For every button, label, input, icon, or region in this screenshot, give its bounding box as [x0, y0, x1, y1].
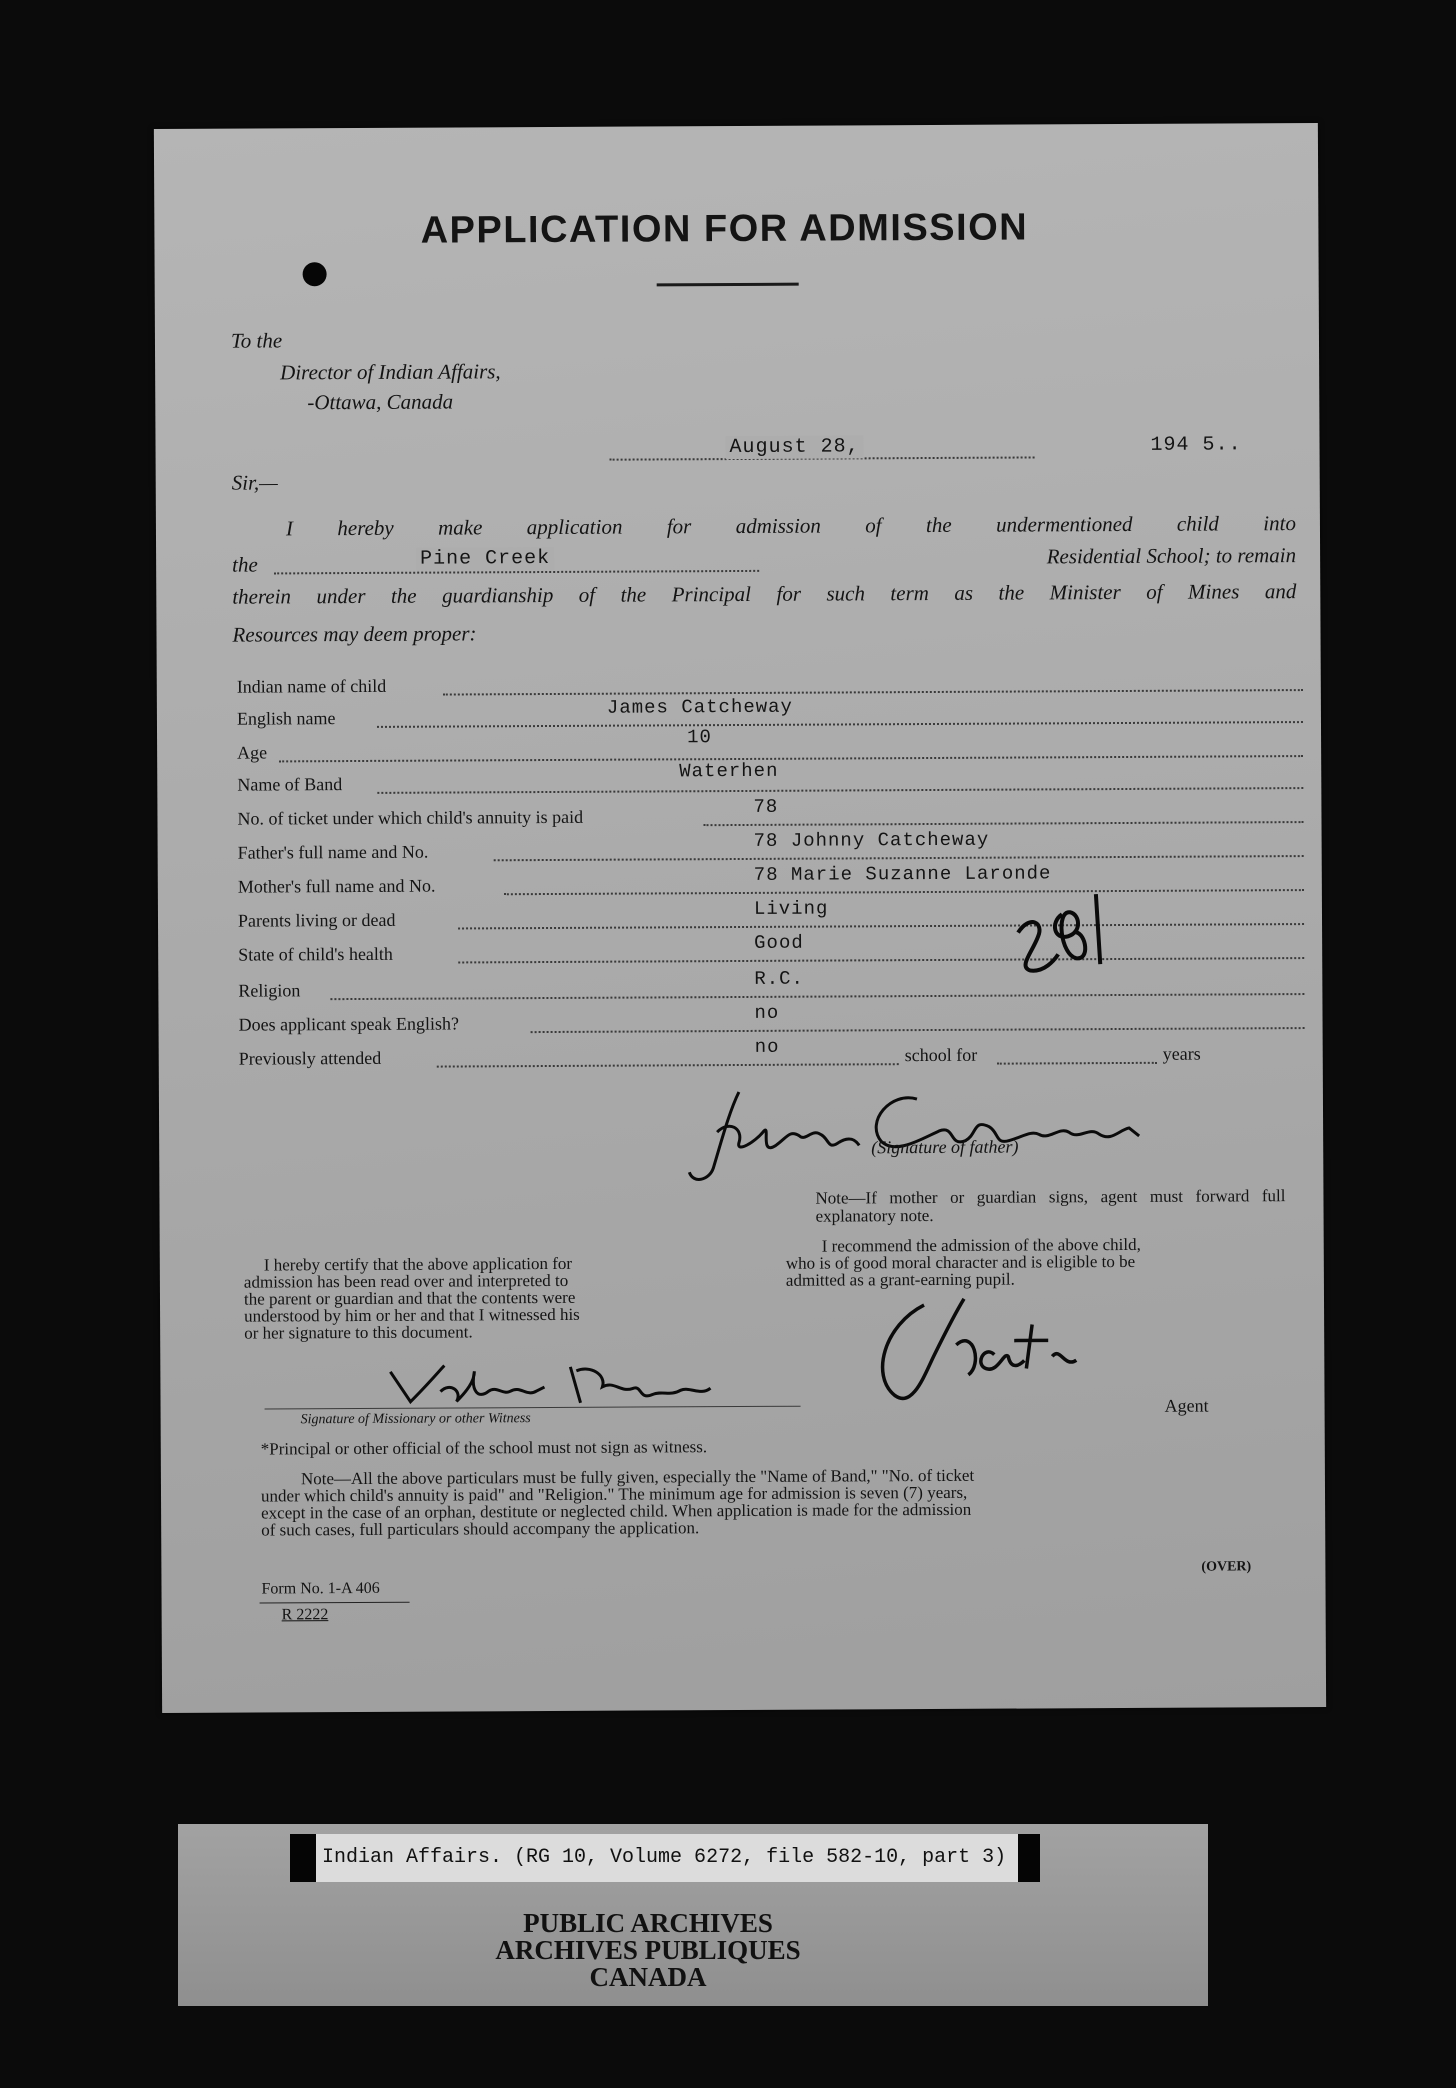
archive-strip — [178, 1824, 1208, 2006]
addressee-line1: To the — [230, 328, 283, 353]
application-form — [154, 123, 1326, 1713]
field-value-health: Good — [754, 931, 804, 954]
field-value-age: 10 — [686, 726, 712, 749]
field-dots — [504, 889, 1304, 895]
over-label: (OVER) — [1201, 1559, 1252, 1575]
field-value-previously: no — [754, 1035, 780, 1058]
date-year: 194 5.. — [1150, 433, 1242, 457]
field-dots — [704, 821, 1304, 826]
father-signature — [659, 1069, 1300, 1192]
field-dots — [443, 689, 1303, 696]
certify-line: understood by him or her and that I witnessed his — [244, 1304, 580, 1326]
field-dots — [377, 787, 1303, 794]
note-mother: Note—If mother or guardian signs, agent must forward full explanatory note. — [815, 1186, 1286, 1226]
field-value-band: Waterhen — [679, 759, 779, 783]
form-number: Form No. 1-A 406 — [261, 1579, 380, 1598]
body-line4: Resources may deem proper: — [232, 621, 477, 647]
final-note-line: of such cases, full particulars should accompany the application. — [261, 1518, 700, 1540]
field-dots — [458, 923, 1304, 929]
field-label-ticket: No. of ticket under which child's annuity is paid — [237, 806, 584, 829]
years-label: years — [1162, 1043, 1201, 1064]
form-ref: R 2222 — [281, 1606, 329, 1624]
field-label-parents: Parents living or dead — [237, 909, 396, 931]
certify-line: or her signature to this document. — [244, 1322, 473, 1343]
field-dots — [458, 957, 1304, 963]
salutation: Sir,— — [231, 470, 278, 495]
field-label-mother: Mother's full name and No. — [237, 875, 436, 897]
field-value-father: 78 Johnny Catcheway — [753, 828, 990, 852]
field-label-health: State of child's health — [238, 943, 393, 965]
body-line3: therein under the guardianship of the Principal for such term as the Minister of Mines and — [232, 579, 1297, 609]
agent-caption: Agent — [1164, 1395, 1209, 1416]
field-dots — [997, 1062, 1157, 1065]
title-rule — [657, 283, 799, 287]
school-name: Pine Creek — [416, 547, 554, 571]
witness-signature-caption: Signature of Missionary or other Witness — [300, 1411, 531, 1428]
field-value-ticket: 78 — [753, 795, 779, 818]
recommend-line: admitted as a grant-earning pupil. — [785, 1269, 1015, 1290]
field-value-parents: Living — [753, 897, 829, 920]
field-dots — [330, 993, 1304, 1000]
ink-blot — [303, 262, 327, 286]
field-label-age: Age — [237, 742, 268, 763]
school-dots — [274, 570, 759, 575]
field-value-english: no — [754, 1001, 780, 1024]
field-label-indian-name: Indian name of child — [236, 675, 387, 697]
form-number-rule — [260, 1602, 410, 1604]
archive-stamp-line: ARCHIVES PUBLIQUES — [495, 1935, 801, 1965]
field-label-previously: Previously attended — [238, 1047, 382, 1069]
body-the: the — [232, 552, 258, 577]
school-for-label: school for — [904, 1044, 978, 1066]
certify-line: the parent or guardian and that the contents were — [243, 1287, 576, 1309]
field-dots — [377, 721, 1303, 728]
field-dots — [279, 755, 1303, 762]
recommend-line: I recommend the admission of the above child, — [821, 1234, 1141, 1256]
archive-reference: Indian Affairs. (RG 10, Volume 6272, file 582-10, part 3) — [290, 1834, 1040, 1882]
certify-line: I hereby certify that the above application for — [263, 1253, 573, 1275]
field-label-band: Name of Band — [237, 774, 343, 795]
field-dots — [437, 1063, 899, 1067]
field-label-religion: Religion — [238, 980, 301, 1001]
body-line1: I hereby make application for admission of the undermentioned child into — [285, 511, 1297, 541]
recommend-line: who is of good moral character and is eligible to be — [785, 1251, 1136, 1273]
field-value-mother: 78 Marie Suzanne Laronde — [753, 862, 1052, 886]
body-line2-end: Residential School; to remain — [1046, 543, 1297, 569]
certify-paragraph — [244, 1255, 580, 1342]
field-value-religion: R.C. — [754, 967, 804, 990]
field-dots — [531, 1027, 1305, 1033]
field-value-english-name: James Catcheway — [606, 695, 793, 719]
agent-signature — [864, 1284, 1125, 1425]
margin-handwritten-mark — [1010, 874, 1111, 995]
field-label-father: Father's full name and No. — [237, 841, 429, 863]
final-note-line: Note—All the above particulars must be fully given, especially the "Name of Band," "No. of ticket — [300, 1465, 975, 1489]
principal-note: *Principal or other official of the school must not sign as witness. — [260, 1437, 708, 1459]
addressee-line3: -Ottawa, Canada — [307, 389, 454, 415]
archive-stamp — [408, 1910, 888, 1991]
addressee-line2: Director of Indian Affairs, — [280, 359, 501, 385]
field-label-english: Does applicant speak English? — [238, 1013, 460, 1035]
archive-stamp-line: PUBLIC ARCHIVES — [523, 1908, 773, 1938]
final-note-line: under which child's annuity is paid" and "Religion." The minimum age for admission is seven (7) years, — [260, 1482, 968, 1506]
certify-line: admission has been read over and interpreted to — [243, 1270, 569, 1292]
field-label-english-name: English name — [236, 708, 336, 729]
field-dots — [494, 855, 1304, 861]
form-title: APPLICATION FOR ADMISSION — [420, 206, 1029, 252]
final-note — [261, 1465, 1301, 1538]
date-month-day: August 28, — [725, 435, 863, 459]
father-signature-caption: (Signature of father) — [871, 1136, 1019, 1158]
final-note-line: except in the case of an orphan, destitute or neglected child. When application is made for the admission — [261, 1499, 972, 1523]
archive-stamp-line: CANADA — [589, 1962, 707, 1992]
recommend-paragraph — [786, 1236, 1141, 1289]
